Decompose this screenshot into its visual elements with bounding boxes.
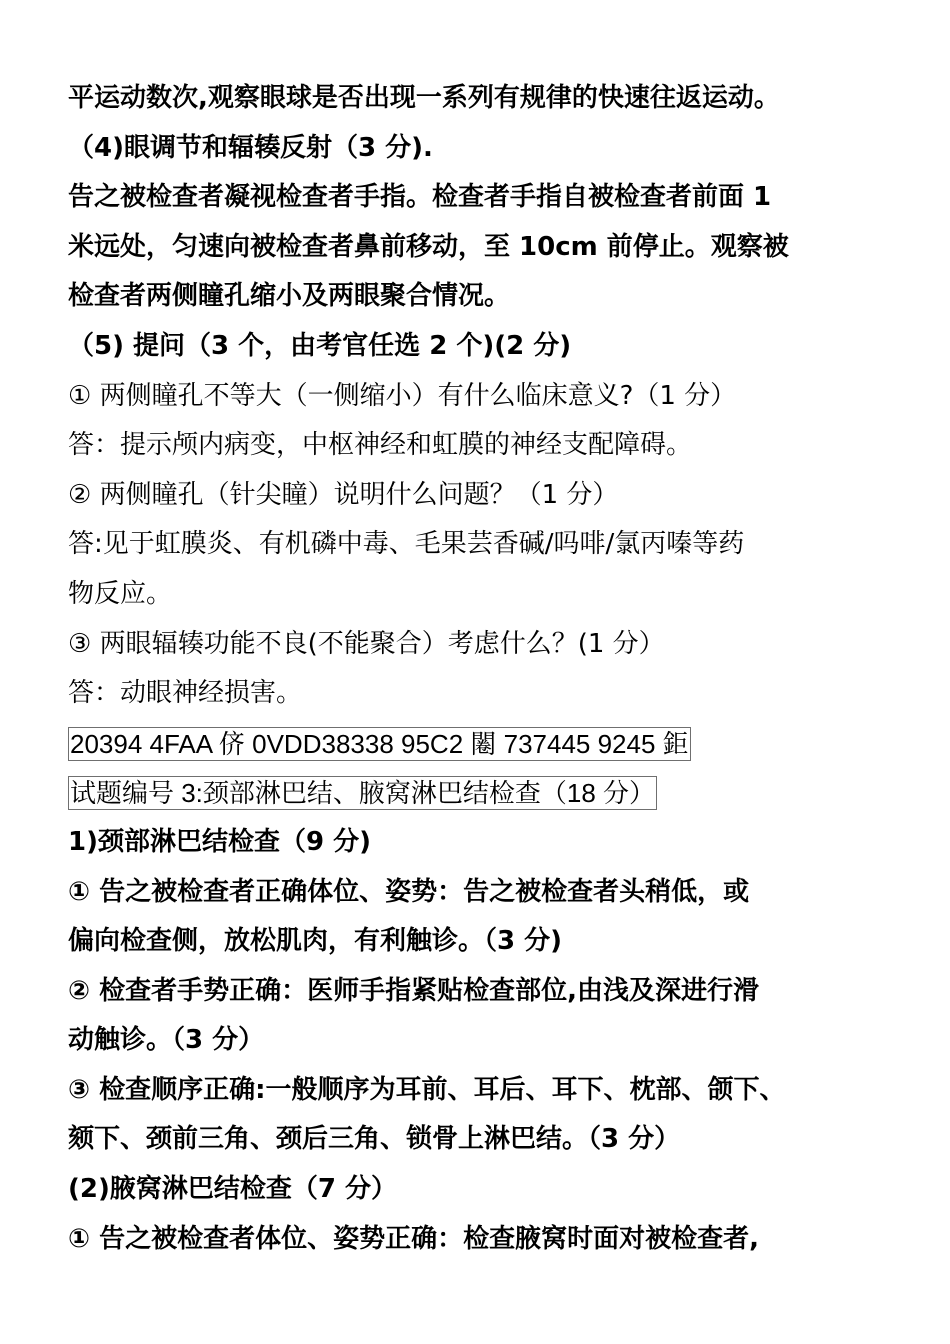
- answer-text: 答：动眼神经损害。: [68, 678, 303, 709]
- document-page: [68, 74, 908, 1264]
- step-item: ① 告之被检查者体位、姿势正确：检查腋窝时面对被检查者,: [68, 1223, 759, 1254]
- section-heading: 1)颈部淋巴结检查（9 分): [68, 826, 371, 857]
- section-heading: （5) 提问（3 个，由考官任选 2 个)(2 分): [68, 330, 572, 361]
- text-line: 平运动数次,观察眼球是否出现一系列有规律的快速往返运动。: [68, 83, 780, 113]
- step-item: ③ 检查顺序正确:一般顺序为耳前、耳后、耳下、枕部、颌下、: [68, 1074, 786, 1105]
- step-item: ② 检查者手势正确：医师手指紧贴检查部位,由浅及深进行滑: [68, 975, 759, 1006]
- answer-text: 答：提示颅内病变，中枢神经和虹膜的神经支配障碍。: [68, 430, 693, 461]
- boxed-title-line: [68, 768, 908, 818]
- section-heading: (2)腋窝淋巴结检查（7 分）: [68, 1174, 397, 1205]
- text-line: 米远处，匀速向被检查者鼻前移动，至 10cm 前停止。观察被: [68, 231, 789, 262]
- section-heading: （4)眼调节和辐辏反射（3 分).: [68, 132, 433, 163]
- text-line: 颏下、颈前三角、颈后三角、锁骨上淋巴结。（3 分）: [68, 1124, 681, 1155]
- step-item: ① 告之被检查者正确体位、姿势：告之被检查者头稍低，或: [68, 876, 750, 907]
- answer-text: 物反应。: [68, 578, 173, 609]
- question-item: ① 两侧瞳孔不等大（一侧缩小）有什么临床意义?（1 分）: [68, 380, 737, 411]
- boxed-code-line: [68, 719, 908, 769]
- question-item: ③ 两眼辐辏功能不良(不能聚合）考虑什么？(1 分）: [68, 628, 665, 659]
- text-line: 检查者两侧瞳孔缩小及两眼聚合情况。: [68, 281, 511, 312]
- answer-text: 答:见于虹膜炎、有机磷中毒、毛果芸香碱/吗啡/氯丙嗪等药: [68, 529, 745, 560]
- text-line: 动触诊。（3 分）: [68, 1025, 265, 1056]
- exam-item-title-box: 试题编号 3:颈部淋巴结、腋窝淋巴结检查（18 分）: [70, 778, 656, 809]
- text-line: 偏向检查侧，放松肌肉，有利触诊。（3 分): [68, 926, 563, 957]
- text-line: 告之被检查者凝视检查者手指。检查者手指自被检查者前面 1: [68, 182, 772, 213]
- code-box: 20394 4FAA 侪 0VDD38338 95C2 闂 737445 9245 鉅: [70, 728, 689, 759]
- question-item: ② 两侧瞳孔（针尖瞳）说明什么问题？（1 分）: [68, 479, 619, 510]
